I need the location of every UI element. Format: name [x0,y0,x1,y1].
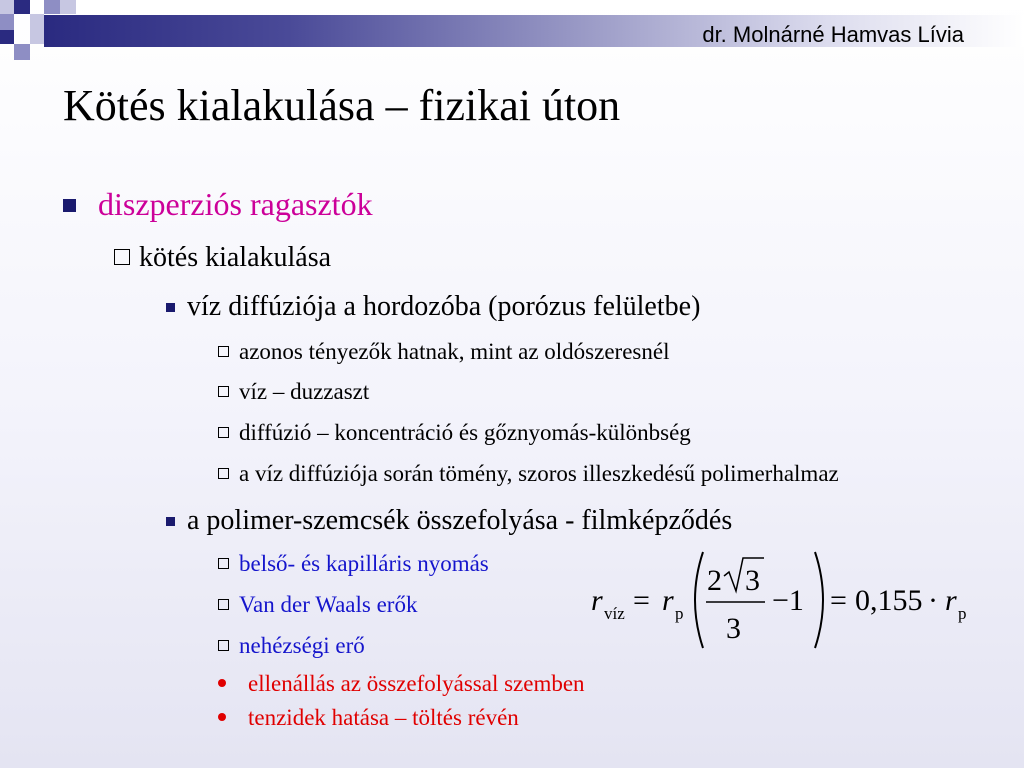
formula-numerator-coefficient: 2 [707,564,722,597]
hollow-square-bullet-icon [218,640,229,651]
formula-r-symbol: r [945,584,957,617]
list-item-text: a polimer-szemcsék összefolyása - filmképződés [187,505,733,536]
list-item [218,633,365,659]
formula-equals-sign: = [830,584,847,617]
formula-multiplication-dot: · [928,584,938,617]
hollow-square-bullet-icon [218,558,229,569]
list-item [218,339,669,365]
list-item [166,505,732,537]
list-item-text: tenzidek hatása – töltés révén [248,705,519,730]
slide-title: Kötés kialakulása – fizikai úton [63,81,621,130]
list-item-text: azonos tényezők hatnak, mint az oldószeresnél [239,339,670,364]
square-bullet-icon [166,517,175,526]
formula-denominator: 3 [726,612,741,645]
list-item [218,461,839,487]
list-item-text: a víz diffúziója során tömény, szoros illeszkedésű polimerhalmaz [239,461,839,486]
list-item [63,186,373,223]
list-item [218,420,691,446]
formula-r-symbol: r [591,584,603,617]
dot-bullet-icon [218,679,226,687]
right-parenthesis-icon [815,552,823,648]
formula-subscript-p: p [675,604,684,623]
formula-minus-one: −1 [772,584,804,617]
list-item [218,551,489,577]
list-item [218,705,519,731]
diffusion-radius-formula [588,548,988,658]
list-item-text: Van der Waals erők [239,592,418,617]
formula-equals-sign: = [633,584,650,617]
list-item-text: víz diffúziója a hordozóba (porózus felületbe) [187,291,701,322]
formula-subscript-p: p [958,604,967,623]
list-item [166,291,700,323]
list-item [218,592,417,618]
hollow-square-bullet-icon [218,468,229,479]
dot-bullet-icon [218,713,226,721]
list-item [218,671,585,697]
hollow-square-bullet-icon [218,427,229,438]
list-item-text: víz – duzzaszt [239,379,370,404]
hollow-square-bullet-icon [114,249,130,265]
list-item-text: ellenállás az összefolyással szemben [248,671,585,696]
list-item-text: kötés kialakulása [139,242,332,273]
square-bullet-icon [63,199,76,212]
list-item [218,379,369,405]
list-item-text: diszperziós ragasztók [98,186,373,222]
author-name: dr. Molnárné Hamvas Lívia [702,22,964,47]
list-item-text: belső- és kapilláris nyomás [239,551,489,576]
square-bullet-icon [166,303,175,312]
hollow-square-bullet-icon [218,386,229,397]
formula-subscript-viz: víz [604,604,625,623]
list-item-text: diffúzió – koncentráció és gőznyomás-különbség [239,420,691,445]
formula-r-symbol: r [662,584,674,617]
hollow-square-bullet-icon [218,346,229,357]
hollow-square-bullet-icon [218,599,229,610]
header-squares-logo [0,0,80,64]
left-parenthesis-icon [695,552,703,648]
list-item [114,242,331,274]
formula-sqrt-argument: 3 [745,564,760,597]
list-item-text: nehézségi erő [239,633,365,658]
formula-result-value: 0,155 [855,584,923,617]
